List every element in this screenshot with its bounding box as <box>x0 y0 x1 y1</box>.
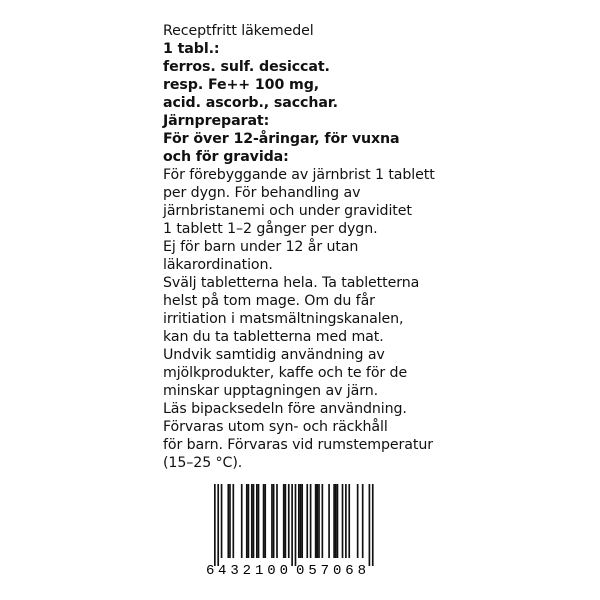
barcode-bar <box>357 484 359 558</box>
label-line-6: Järnpreparat: <box>163 113 270 129</box>
label-line-19: Undvik samtidig användning av <box>163 347 385 363</box>
barcode-bar <box>295 484 297 566</box>
barcode-bar <box>298 484 300 558</box>
barcode-bar <box>251 484 253 558</box>
barcode-graphic <box>202 482 382 578</box>
barcode-bar <box>241 484 243 558</box>
label-line-17: irritiation i matsmältningskanalen, <box>163 311 404 327</box>
barcode-bar <box>246 484 248 558</box>
barcode-bar <box>221 484 223 558</box>
barcode-bar <box>300 484 302 558</box>
barcode-bar <box>273 484 275 558</box>
barcode-bar <box>348 484 350 558</box>
barcode-bar <box>345 484 347 558</box>
barcode-bar <box>315 484 317 558</box>
barcode-bar <box>256 484 258 558</box>
barcode-bar <box>322 484 324 558</box>
barcode-bar <box>258 484 260 558</box>
barcode-bar <box>316 484 318 558</box>
barcode-bar <box>318 484 320 558</box>
barcode-bar <box>214 484 216 566</box>
label-line-10: per dygn. För behandling av <box>163 185 361 201</box>
barcode-bars <box>214 484 374 566</box>
label-line-15: Svälj tabletterna hela. Ta tabletterna <box>163 275 420 291</box>
label-line-8: och för gravida: <box>163 149 289 165</box>
label-line-5: acid. ascorb., sacchar. <box>163 95 338 111</box>
barcode-bar <box>217 484 219 566</box>
barcode-bar <box>310 484 312 558</box>
label-text-block <box>163 22 453 472</box>
barcode-left-digits: 432100 <box>218 563 288 578</box>
ean13-barcode <box>202 482 382 578</box>
barcode-bar <box>253 484 255 558</box>
barcode-bar <box>333 484 335 558</box>
barcode-bar <box>301 484 303 558</box>
barcode-first-digit: 6 <box>206 563 215 578</box>
barcode-bar <box>264 484 266 558</box>
label-line-4: resp. Fe++ 100 mg, <box>163 77 320 93</box>
label-line-7: För över 12-åringar, för vuxna <box>163 131 400 147</box>
label-line-3: ferros. sulf. desiccat. <box>163 59 330 75</box>
barcode-bar <box>328 484 330 558</box>
label-line-18: kan du ta tabletterna med mat. <box>163 329 384 345</box>
barcode-bar <box>291 484 293 566</box>
barcode-bar <box>372 484 374 566</box>
label-line-16: helst på tom mage. Om du får <box>163 293 375 309</box>
barcode-bar <box>232 484 234 558</box>
label-line-24: för barn. Förvaras vid rumstemperatur <box>163 437 433 453</box>
barcode-bar <box>288 484 290 558</box>
barcode-bar <box>335 484 337 558</box>
barcode-bar <box>229 484 231 558</box>
label-line-9: För förebyggande av järnbrist 1 tablett <box>163 167 435 183</box>
label-line-11: järnbristanemi och under graviditet <box>163 203 412 219</box>
barcode-bar <box>362 484 364 558</box>
barcode-bar <box>342 484 344 558</box>
barcode-bar <box>337 484 339 558</box>
label-line-13: Ej för barn under 12 år utan <box>163 239 359 255</box>
barcode-bar <box>276 484 278 558</box>
barcode-bar <box>285 484 287 558</box>
label-line-2: 1 tabl.: <box>163 41 220 57</box>
barcode-bar <box>227 484 229 558</box>
barcode-bar <box>271 484 273 558</box>
label-line-14: läkarordination. <box>163 257 273 273</box>
barcode-bar <box>283 484 285 558</box>
label-line-21: minskar upptagningen av järn. <box>163 383 378 399</box>
barcode-bar <box>263 484 265 558</box>
barcode-bar <box>248 484 250 558</box>
label-line-1: Receptfritt läkemedel <box>163 23 314 39</box>
label-line-12: 1 tablett 1–2 gånger per dygn. <box>163 221 378 237</box>
barcode-right-digits: 057068 <box>296 563 366 578</box>
barcode-bar <box>306 484 308 558</box>
label-line-23: Förvaras utom syn- och räckhåll <box>163 419 388 435</box>
barcode-bar <box>369 484 371 566</box>
label-line-20: mjölkprodukter, kaffe och te för de <box>163 365 408 381</box>
label-line-25: (15–25 °C). <box>163 455 243 471</box>
label-line-22: Läs bipacksedeln före användning. <box>163 401 407 417</box>
